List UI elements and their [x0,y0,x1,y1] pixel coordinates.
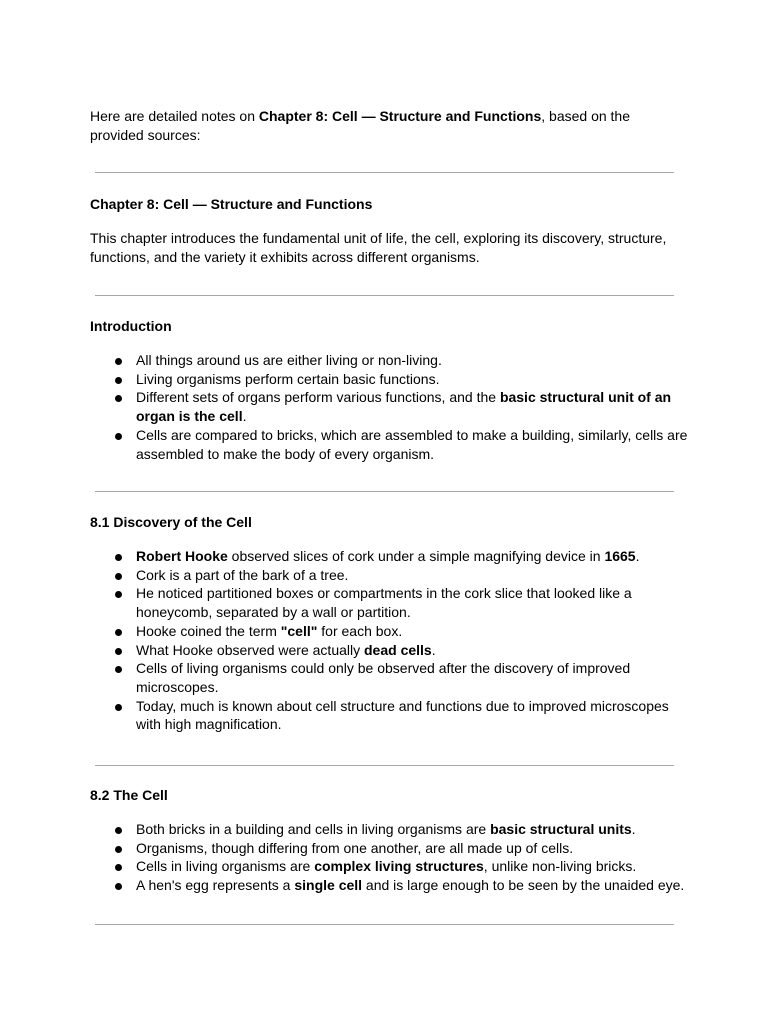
divider [95,765,674,766]
list-item-text: observed slices of cork under a simple magnifying device in [227,548,605,564]
list-item-text: Living organisms perform certain basic functions. [136,370,440,387]
list-item [90,351,690,370]
introduction-list [90,351,690,463]
section-heading-discovery: 8.1 Discovery of the Cell [90,514,252,530]
list-item-bold-text: dead cells [364,641,432,658]
list-item [90,584,690,621]
intro-text-post: , based on the provided sources: [90,108,631,143]
list-item-bold-text: Robert Hooke [136,548,228,564]
list-item [90,622,690,641]
list-item-text: Both bricks in a building and cells in living organisms are [136,821,491,837]
list-item [90,547,690,566]
list-item-bold-text: "cell" [280,622,318,639]
list-item-text: He noticed partitioned boxes or compartments in the cork slice that looked like a honeycomb, separated by a wall or partition. [136,585,632,621]
list-item [90,370,690,389]
the-cell-list [90,820,690,895]
list-item-text: Cells are compared to bricks, which are assembled to make a building, similarly, cells are assembled to make the body of every organism. [136,426,688,462]
list-item-text: Cork is a part of the bark of a tree. [136,566,349,583]
bullet-icon [115,377,122,384]
list-item-text: , unlike non-living bricks. [483,858,637,875]
list-item-text: All things around us are either living or non-living. [136,352,442,368]
divider [95,295,674,296]
bullet-icon [115,591,122,598]
divider [95,491,674,492]
list-item-bold-text: complex living structures [314,858,484,875]
list-item-text: Hooke coined the term [136,622,281,639]
list-item [90,857,690,876]
bullet-icon [115,704,122,711]
chapter-summary: This chapter introduces the fundamental unit of life, the cell, exploring its discovery, structure, functions, and the variety it exhibits across different organisms. [90,230,667,265]
list-item-text: A hen's egg represents a [136,877,295,894]
section-heading-the-cell: 8.2 The Cell [90,787,168,803]
list-item-text: Different sets of organs perform various functions, and the [136,389,500,406]
list-item [90,641,690,660]
bullet-icon [115,433,122,440]
bullet-icon [115,573,122,580]
list-item-text: . [242,408,247,425]
bullet-icon [115,629,122,636]
list-item [90,388,690,425]
list-item [90,876,690,895]
bullet-icon [115,648,122,655]
bullet-icon [115,846,122,853]
list-item-text: Organisms, though differing from one another, are all made up of cells. [136,839,574,856]
divider [95,924,674,925]
list-item-text: . [635,548,640,564]
bullet-icon [115,395,122,402]
list-item-text: Cells in living organisms are [136,858,315,875]
list-item-text: . [631,821,636,837]
bullet-icon [115,358,122,365]
list-item [90,820,690,839]
list-item [90,426,690,463]
list-item-text: What Hooke observed were actually [136,641,364,658]
list-item-text: for each box. [317,622,403,639]
divider [95,172,674,173]
list-item-text: Today, much is known about cell structure and functions due to improved microscopes with high magnification. [136,697,669,733]
intro-paragraph [90,107,650,145]
bullet-icon [115,554,122,561]
bullet-icon [115,864,122,871]
list-item [90,839,690,858]
list-item [90,566,690,585]
list-item-bold-text: single cell [294,877,363,894]
discovery-list [90,547,690,734]
list-item-text: Cells of living organisms could only be observed after the discovery of improved microscopes. [136,660,631,695]
list-item-text: . [431,641,436,658]
bullet-icon [115,883,122,890]
bullet-icon [115,666,122,673]
list-item-bold-text: basic structural unit of an organ is the cell [136,389,672,425]
bullet-icon [115,827,122,834]
chapter-title: Chapter 8: Cell — Structure and Functions [90,196,373,212]
list-item-bold-text: basic structural units [490,821,632,837]
list-item [90,697,690,734]
list-item-bold-text: 1665 [604,548,636,564]
list-item-text: and is large enough to be seen by the unaided eye. [362,877,685,894]
list-item [90,659,690,696]
intro-text-pre: Here are detailed notes on [90,108,259,124]
intro-text-bold: Chapter 8: Cell — Structure and Functions [258,108,542,124]
section-heading-introduction: Introduction [90,318,172,334]
